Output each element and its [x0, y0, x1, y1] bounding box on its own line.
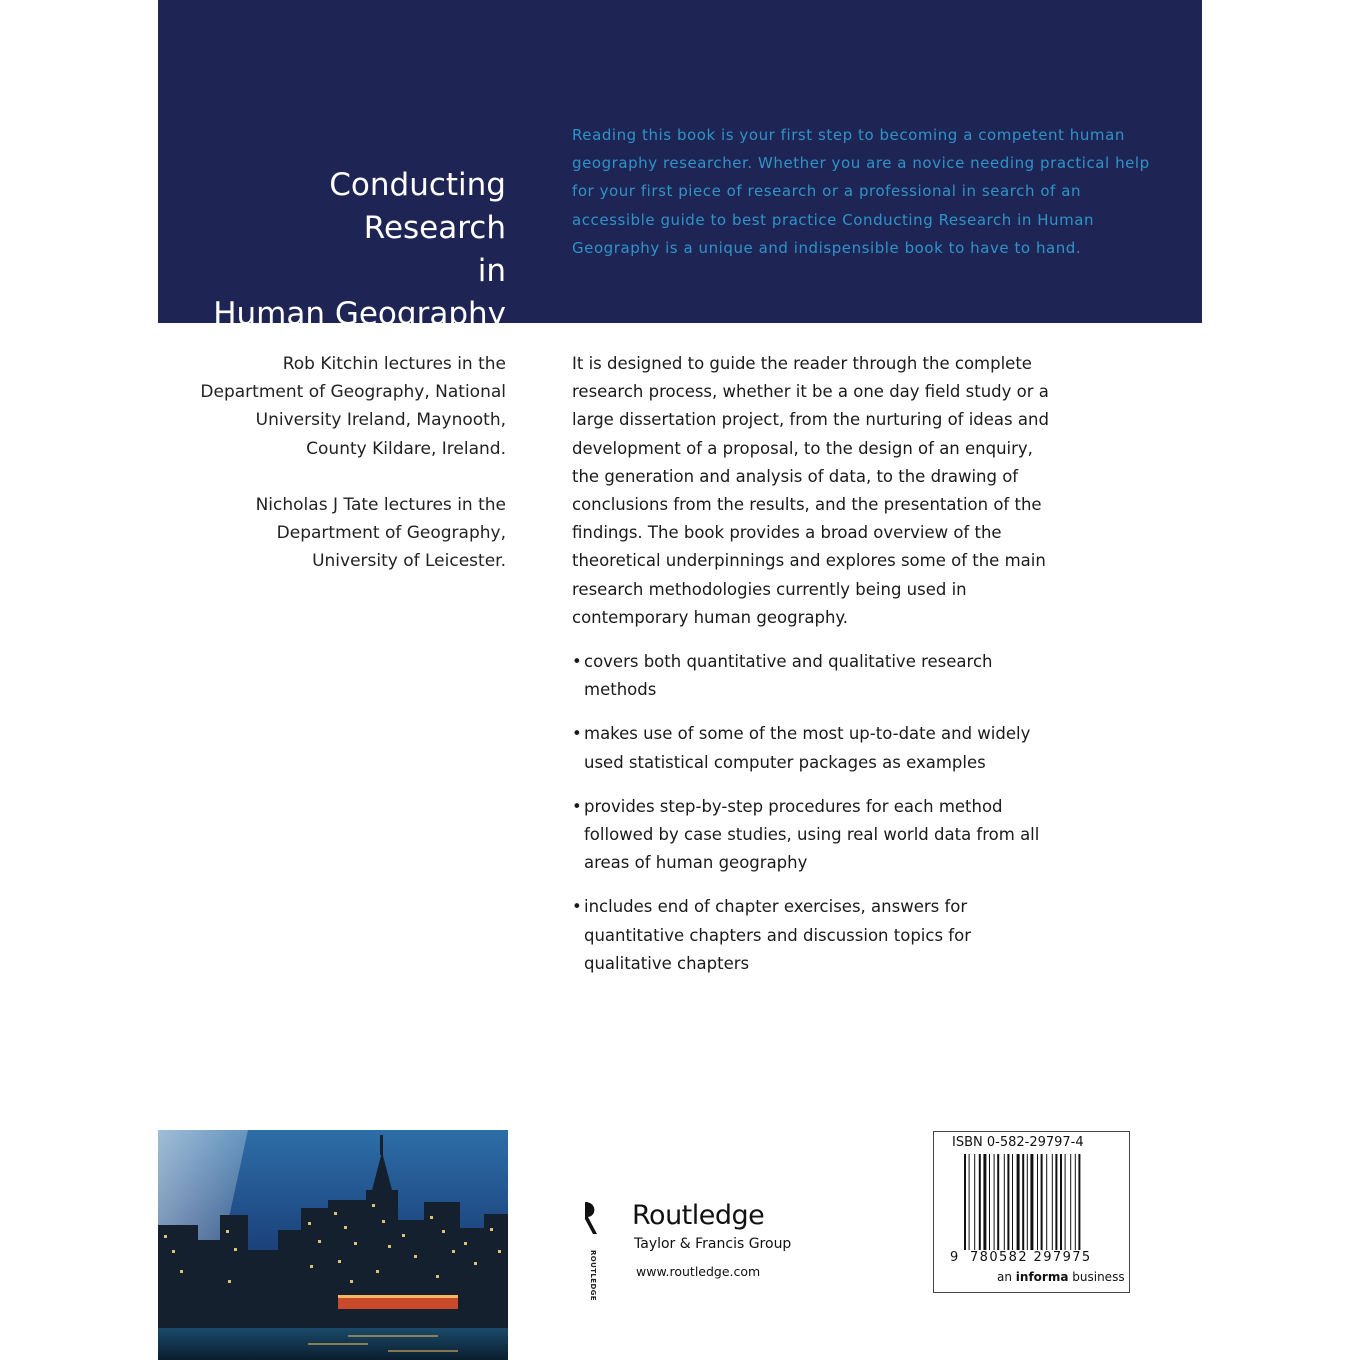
bullet-icon: •: [572, 796, 582, 816]
barcode-digits: 780582 297975: [970, 1250, 1092, 1265]
informa-prefix: an: [997, 1270, 1012, 1284]
feature-item: [572, 720, 1052, 776]
cover-blurb: Reading this book is your first step to becoming a competent human geography researcher. Whether you are a novice needing practical help for your first piece of research or a professional in search of an accessible guide to best practice Conducting Research in Human Geography is a unique and indispensible book to have to hand.: [572, 126, 1150, 257]
isbn-number: ISBN 0-582-29797-4: [952, 1135, 1084, 1150]
publisher-url: www.routledge.com: [636, 1264, 761, 1279]
title-line-1: Conducting Research: [329, 167, 506, 246]
publisher-group: Taylor & Francis Group: [634, 1236, 792, 1252]
feature-item: [572, 648, 1052, 704]
informa-tagline: [997, 1270, 1125, 1284]
bullet-icon: •: [572, 724, 582, 744]
informa-suffix: business: [1072, 1270, 1125, 1284]
barcode-lead-digit: 9: [950, 1250, 959, 1265]
feature-text: covers both quantitative and qualitative research methods: [584, 652, 993, 700]
bullet-icon: •: [572, 652, 582, 672]
isbn-barcode: [933, 1131, 1130, 1293]
author-bio-tate: Nicholas J Tate lectures in the Department of Geography, University of Leicester.: [255, 494, 506, 572]
routledge-mark-icon: [582, 1200, 600, 1236]
feature-text: provides step-by-step procedures for each method followed by case studies, using real world data from all areas of human geography: [584, 796, 1040, 873]
publisher-vertical-mark: ROUTLEDGE: [589, 1250, 597, 1301]
title-line-2: in: [477, 253, 506, 289]
feature-list: [572, 648, 1052, 978]
publisher-name: Routledge: [632, 1200, 765, 1231]
book-description: It is designed to guide the reader through the complete research process, whether it be a one day field study or a large dissertation project, from the nurturing of ideas and development of a proposal, to the design of an enquiry, the generation and analysis of data, to the drawing of conclusions from the results, and the presentation of the findings. The book provides a broad overview of the theoretical underpinnings and explores some of the main research methodologies currently being used in contemporary human geography.: [572, 354, 1049, 627]
author-bio-kitchin: Rob Kitchin lectures in the Department of Geography, National University Ireland, Maynooth, County Kildare, Ireland.: [200, 354, 506, 459]
feature-item: [572, 893, 1052, 978]
bullet-icon: •: [572, 897, 582, 917]
barcode-icon: [964, 1154, 1102, 1250]
author-bios: [200, 350, 506, 603]
publisher-logo: [582, 1198, 822, 1301]
feature-text: includes end of chapter exercises, answers for quantitative chapters and discussion topics for qualitative chapters: [584, 897, 971, 973]
city-skyline-photo: [158, 1130, 508, 1360]
feature-item: [572, 793, 1052, 878]
informa-bold: informa: [1015, 1270, 1069, 1284]
book-title: [190, 164, 506, 336]
feature-text: makes use of some of the most up-to-date and widely used statistical computer packages as examples: [584, 724, 1031, 772]
description-column: [572, 350, 1052, 994]
title-line-3: Human Geography: [213, 296, 506, 332]
